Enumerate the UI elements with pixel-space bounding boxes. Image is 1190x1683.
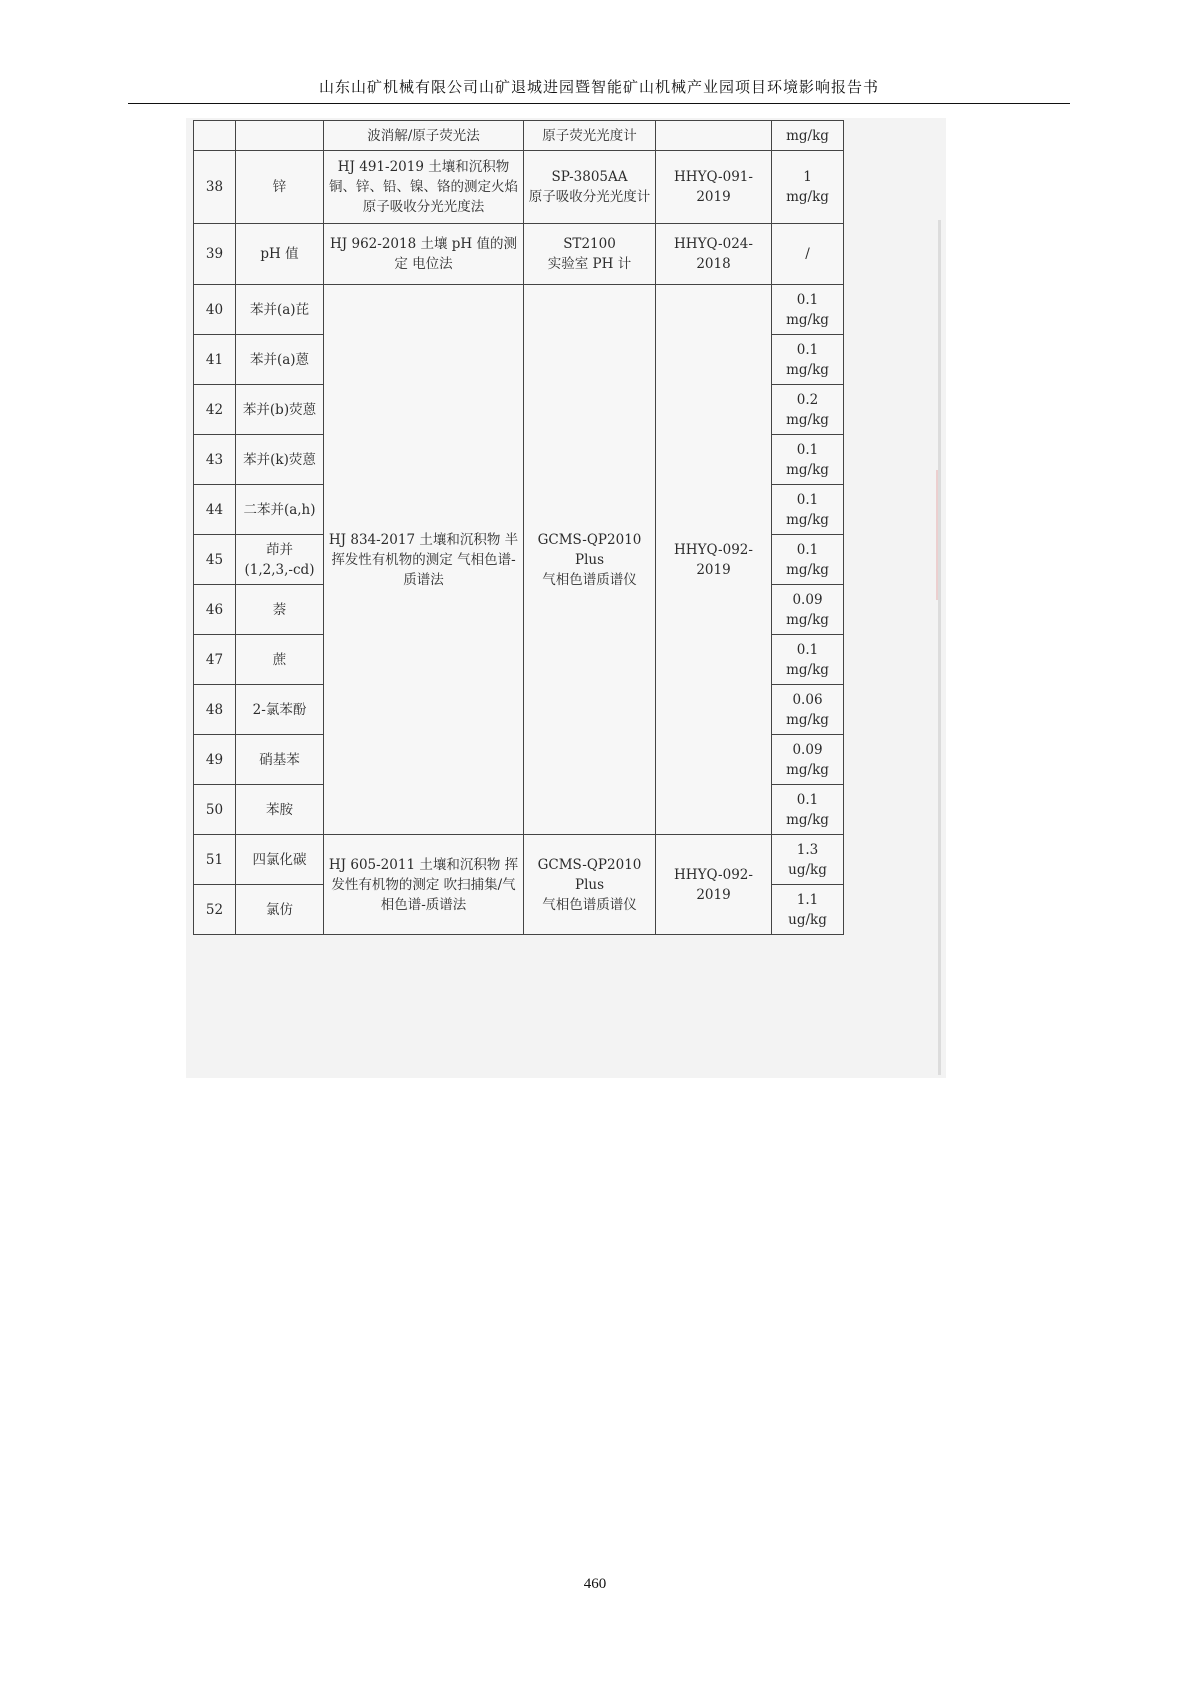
limit-unit: mg/kg (786, 661, 829, 678)
group-code: HHYQ-092-2019 (656, 285, 772, 835)
row-code (656, 121, 772, 151)
limit-value: 0.1 (796, 341, 819, 358)
limit-value: 0.1 (796, 491, 819, 508)
instrument-model: SP-3805AA (551, 169, 628, 185)
row-limit: mg/kg (772, 121, 844, 151)
instrument-model-suffix: Plus (574, 551, 605, 568)
table-row (194, 835, 844, 885)
row-item: 苯并(a)芘 (236, 285, 324, 335)
document-header: 山东山矿机械有限公司山矿退城进园暨智能矿山机械产业园项目环境影响报告书 (318, 78, 879, 96)
row-item: 苯胺 (236, 785, 324, 835)
table-row (194, 285, 844, 335)
limit-unit: mg/kg (786, 361, 829, 378)
row-no: 47 (194, 635, 236, 685)
limit-value: 0.06 (792, 691, 823, 708)
row-item: 二苯并(a,h) (236, 485, 324, 535)
limit-value: 0.1 (796, 641, 819, 658)
test-methods-table (193, 120, 844, 935)
row-no: 44 (194, 485, 236, 535)
limit-unit: mg/kg (786, 711, 829, 728)
row-limit: / (772, 224, 844, 285)
instrument-name: 气相色谱质谱仪 (542, 896, 637, 913)
row-method: 波消解/原子荧光法 (324, 121, 524, 151)
row-instrument (524, 151, 656, 224)
limit-value: 0.1 (796, 791, 819, 808)
instrument-model: GCMS-QP2010 (537, 856, 642, 873)
row-no: 41 (194, 335, 236, 385)
instrument-name: 气相色谱质谱仪 (542, 571, 637, 588)
row-item: 2-氯苯酚 (236, 685, 324, 735)
limit-unit: mg/kg (786, 311, 829, 328)
limit-value: 0.1 (796, 541, 819, 558)
limit-unit: mg/kg (786, 511, 829, 528)
row-code: HHYQ-024-2018 (656, 224, 772, 285)
row-limit (772, 835, 844, 885)
limit-value: 1 (803, 169, 812, 185)
row-item: 茚并 (1,2,3,-cd) (236, 535, 324, 585)
row-no: 51 (194, 835, 236, 885)
row-limit (772, 435, 844, 485)
limit-unit: mg/kg (786, 811, 829, 828)
table-row-partial (194, 121, 844, 151)
seal-stamp-mark (936, 470, 946, 600)
row-limit (772, 285, 844, 335)
group-method: HJ 834-2017 土壤和沉积物 半挥发性有机物的测定 气相色谱-质谱法 (324, 285, 524, 835)
limit-value: 0.09 (792, 591, 823, 608)
page-number: 460 (583, 1576, 607, 1592)
limit-value: 1.3 (796, 841, 819, 858)
row-method: HJ 962-2018 土壤 pH 值的测定 电位法 (324, 224, 524, 285)
row-item: 锌 (236, 151, 324, 224)
row-limit (772, 885, 844, 935)
row-limit (772, 685, 844, 735)
row-no: 39 (194, 224, 236, 285)
row-limit (772, 635, 844, 685)
row-limit (772, 151, 844, 224)
instrument-name: 原子吸收分光光度计 (528, 189, 651, 205)
group-method: HJ 605-2011 土壤和沉积物 挥发性有机物的测定 吹扫捕集/气相色谱-质谱法 (324, 835, 524, 935)
row-item: pH 值 (236, 224, 324, 285)
limit-unit: ug/kg (788, 911, 827, 928)
row-no: 46 (194, 585, 236, 635)
row-no: 52 (194, 885, 236, 935)
limit-value: 0.1 (796, 441, 819, 458)
limit-value: 1.1 (796, 891, 819, 908)
row-item: 蔗 (236, 635, 324, 685)
row-no: 42 (194, 385, 236, 435)
row-item: 四氯化碳 (236, 835, 324, 885)
row-limit (772, 585, 844, 635)
row-item: 氯仿 (236, 885, 324, 935)
limit-unit: ug/kg (788, 861, 827, 878)
instrument-model: ST2100 (563, 236, 616, 252)
limit-value: 0.1 (796, 291, 819, 308)
row-limit (772, 735, 844, 785)
limit-value: 0.2 (796, 391, 819, 408)
row-instrument: 原子荧光光度计 (524, 121, 656, 151)
row-no: 38 (194, 151, 236, 224)
row-limit (772, 785, 844, 835)
row-item (236, 121, 324, 151)
limit-unit: mg/kg (786, 761, 829, 778)
row-method: HJ 491-2019 土壤和沉积物铜、锌、铅、镍、铬的测定火焰原子吸收分光光度法 (324, 151, 524, 224)
row-no: 50 (194, 785, 236, 835)
row-no: 40 (194, 285, 236, 335)
row-no: 49 (194, 735, 236, 785)
row-code: HHYQ-091-2019 (656, 151, 772, 224)
row-no: 48 (194, 685, 236, 735)
table-row (194, 151, 844, 224)
limit-unit: mg/kg (786, 611, 829, 628)
row-limit (772, 385, 844, 435)
row-instrument (524, 224, 656, 285)
row-no: 45 (194, 535, 236, 585)
limit-unit: mg/kg (786, 411, 829, 428)
row-no: 43 (194, 435, 236, 485)
row-no (194, 121, 236, 151)
scan-edge (938, 220, 941, 1075)
limit-unit: mg/kg (786, 461, 829, 478)
limit-value: 0.09 (792, 741, 823, 758)
limit-unit: mg/kg (786, 189, 829, 205)
row-item: 苯并(k)荧蒽 (236, 435, 324, 485)
row-limit (772, 535, 844, 585)
group-instrument (524, 835, 656, 935)
row-limit (772, 485, 844, 535)
header-rule (128, 103, 1070, 104)
group-code: HHYQ-092-2019 (656, 835, 772, 935)
instrument-model-suffix: Plus (574, 876, 605, 893)
instrument-name: 实验室 PH 计 (547, 256, 632, 272)
table-row (194, 224, 844, 285)
row-limit (772, 335, 844, 385)
row-item: 硝基苯 (236, 735, 324, 785)
instrument-model: GCMS-QP2010 (537, 531, 642, 548)
row-item: 萘 (236, 585, 324, 635)
row-item: 苯并(a)蒽 (236, 335, 324, 385)
row-item: 苯并(b)荧蒽 (236, 385, 324, 435)
limit-unit: mg/kg (786, 561, 829, 578)
group-instrument (524, 285, 656, 835)
